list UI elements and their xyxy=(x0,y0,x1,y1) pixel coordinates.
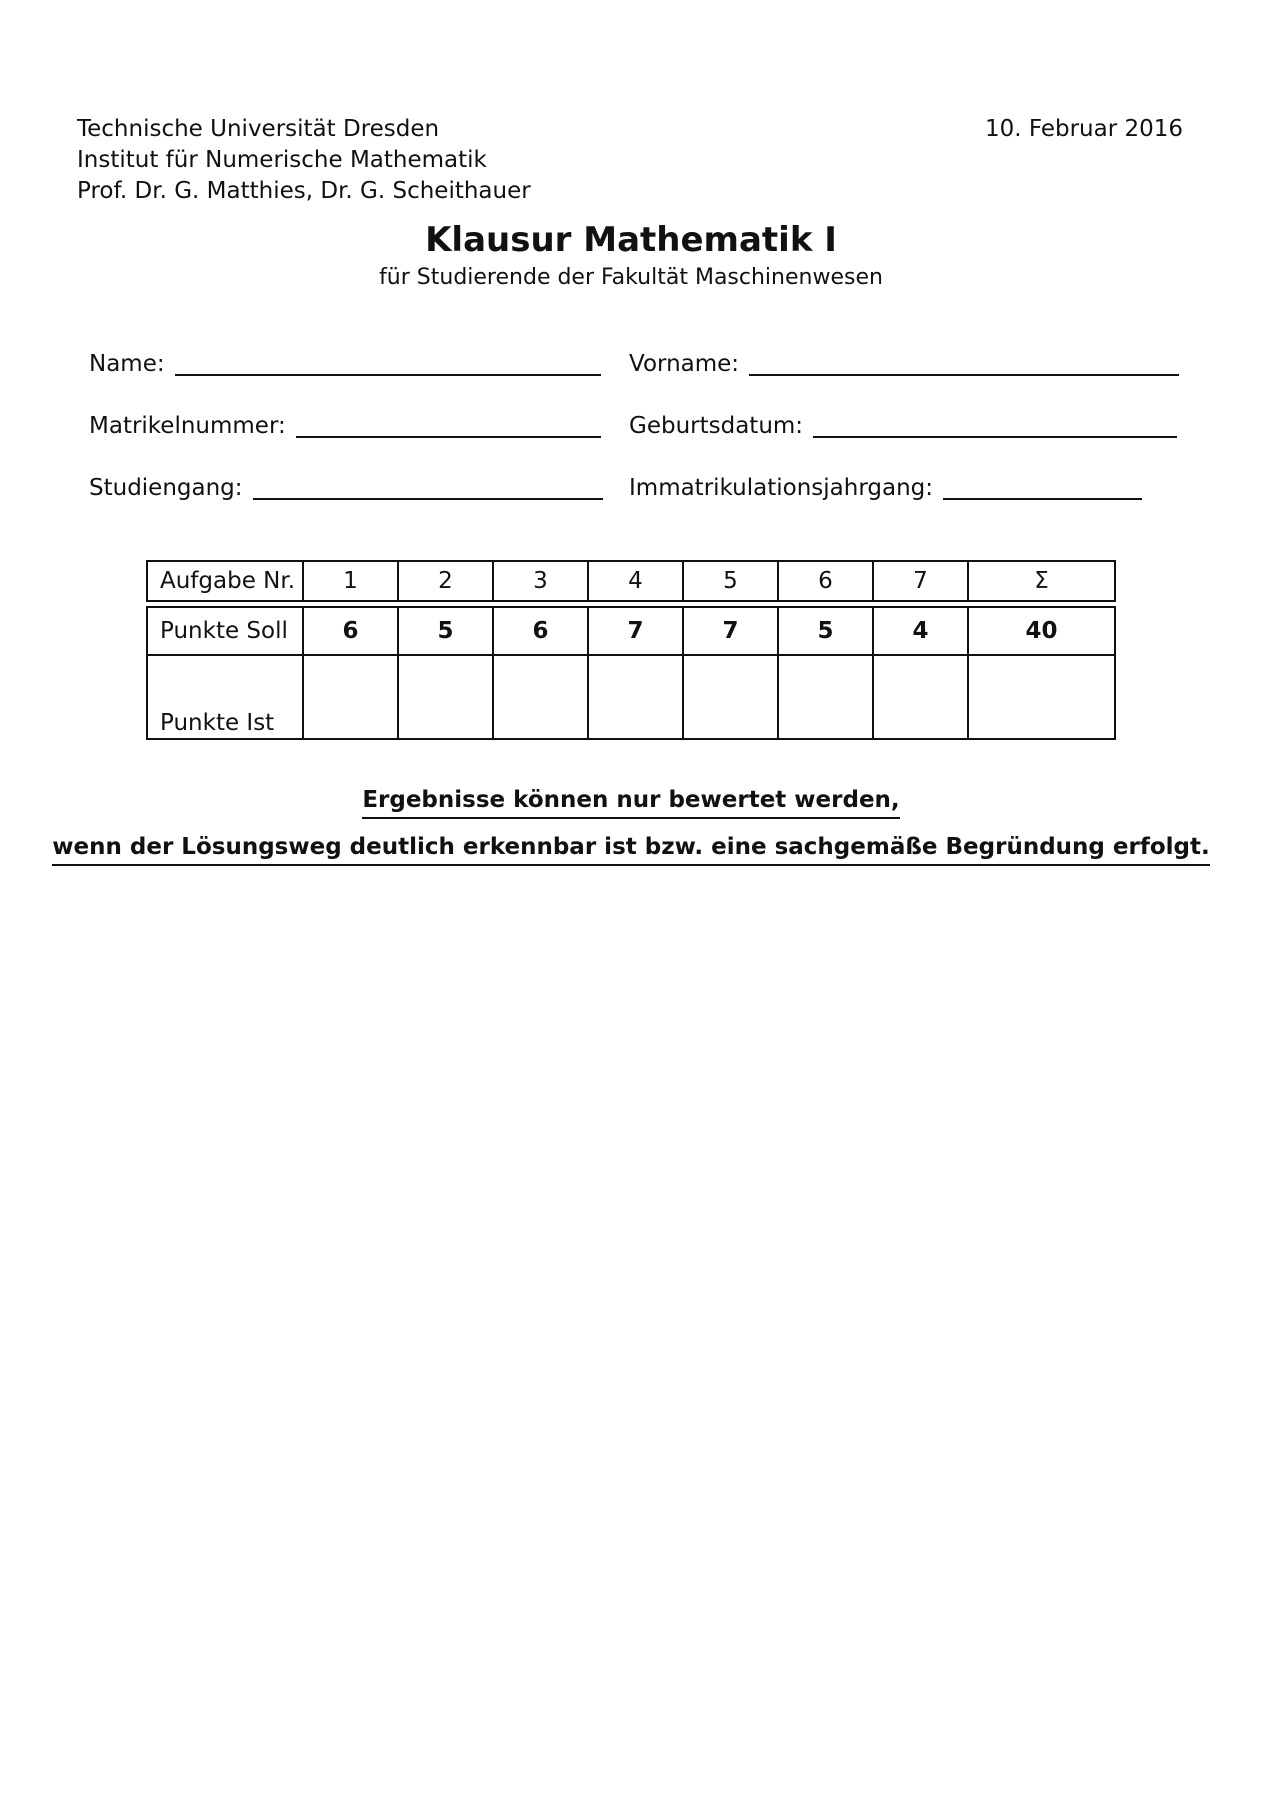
points-target-value: 5 xyxy=(398,607,493,655)
immatrikulationsjahrgang-line[interactable] xyxy=(943,476,1142,500)
points-actual-label: Punkte Ist xyxy=(147,655,303,739)
points-actual-row xyxy=(147,655,1115,739)
points-actual-cell[interactable] xyxy=(778,655,873,739)
institute-name: Institut für Numerische Mathematik xyxy=(77,147,487,173)
points-actual-cell[interactable] xyxy=(683,655,778,739)
notice-text-1: Ergebnisse können nur bewertet werden, xyxy=(362,787,899,819)
notice-line-1 xyxy=(0,787,1262,813)
task-number: 1 xyxy=(303,561,398,601)
studiengang-field[interactable] xyxy=(89,474,603,502)
matrikelnummer-field[interactable] xyxy=(89,412,601,440)
notice-text-2: wenn der Lösungsweg deutlich erkennbar ist bzw. eine sachgemäße Begründung erfolgt. xyxy=(52,834,1209,866)
studiengang-label: Studiengang: xyxy=(89,475,243,501)
header-institution xyxy=(77,114,531,207)
geburtsdatum-field[interactable] xyxy=(629,412,1177,440)
points-actual-cell[interactable] xyxy=(588,655,683,739)
name-field[interactable] xyxy=(89,350,601,378)
sum-symbol: Σ xyxy=(968,561,1115,601)
points-actual-cell[interactable] xyxy=(493,655,588,739)
exam-subtitle: für Studierende der Fakultät Maschinenwesen xyxy=(379,265,883,290)
geburtsdatum-label: Geburtsdatum: xyxy=(629,413,804,439)
task-number: 4 xyxy=(588,561,683,601)
points-target-value: 7 xyxy=(588,607,683,655)
points-target-row xyxy=(147,607,1115,655)
points-target-value: 6 xyxy=(303,607,398,655)
points-target-value: 5 xyxy=(778,607,873,655)
name-line[interactable] xyxy=(175,352,601,376)
immatrikulationsjahrgang-field[interactable] xyxy=(629,474,1142,502)
matrikelnummer-label: Matrikelnummer: xyxy=(89,413,286,439)
vorname-label: Vorname: xyxy=(629,351,740,377)
task-number: 2 xyxy=(398,561,493,601)
matrikelnummer-line[interactable] xyxy=(296,414,601,438)
vorname-field[interactable] xyxy=(629,350,1179,378)
score-table xyxy=(146,560,1116,740)
task-number: 6 xyxy=(778,561,873,601)
vorname-line[interactable] xyxy=(749,352,1179,376)
geburtsdatum-line[interactable] xyxy=(813,414,1177,438)
task-number: 3 xyxy=(493,561,588,601)
studiengang-line[interactable] xyxy=(253,476,603,500)
exam-date: 10. Februar 2016 xyxy=(984,116,1183,142)
notice-line-2 xyxy=(0,834,1262,860)
points-actual-cell[interactable] xyxy=(303,655,398,739)
task-number-row xyxy=(147,561,1115,601)
task-number: 7 xyxy=(873,561,968,601)
points-target-value: 6 xyxy=(493,607,588,655)
task-number-label: Aufgabe Nr. xyxy=(147,561,303,601)
university-name: Technische Universität Dresden xyxy=(77,116,440,142)
task-number: 5 xyxy=(683,561,778,601)
points-target-total: 40 xyxy=(968,607,1115,655)
name-label: Name: xyxy=(89,351,165,377)
points-actual-cell[interactable] xyxy=(873,655,968,739)
points-actual-total[interactable] xyxy=(968,655,1115,739)
points-actual-cell[interactable] xyxy=(398,655,493,739)
points-target-value: 7 xyxy=(683,607,778,655)
immatrikulationsjahrgang-label: Immatrikulationsjahrgang: xyxy=(629,475,933,501)
professor-names: Prof. Dr. G. Matthies, Dr. G. Scheithauer xyxy=(77,178,531,204)
points-target-value: 4 xyxy=(873,607,968,655)
points-target-label: Punkte Soll xyxy=(147,607,303,655)
exam-title: Klausur Mathematik I xyxy=(425,220,837,260)
